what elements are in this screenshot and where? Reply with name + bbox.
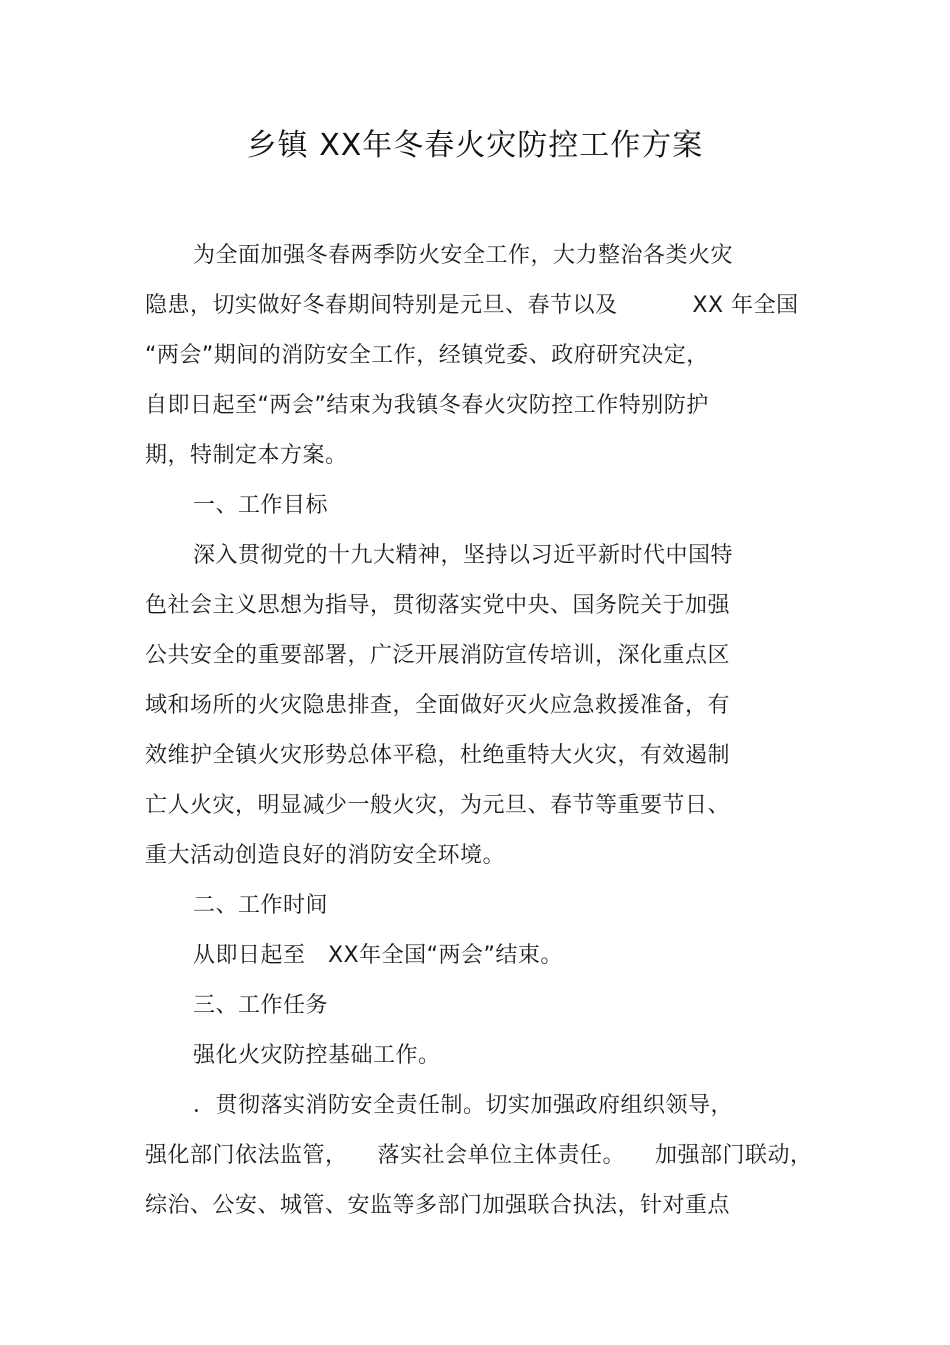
paragraph-line: 强化火灾防控基础工作。 [193, 1043, 441, 1068]
section-heading: 一、工作目标 [193, 493, 329, 518]
paragraph-line: 综治、公安、城管、安监等多部门加强联合执法，针对重点 [145, 1193, 731, 1218]
section-heading: 二、工作时间 [193, 893, 329, 918]
section-heading: 三、工作任务 [193, 993, 329, 1018]
paragraph-line: 自即日起至“两会”结束为我镇冬春火灾防控工作特别防护 [145, 393, 709, 418]
paragraph-line: 重大活动创造良好的消防安全环境。 [145, 843, 506, 868]
paragraph-line: 亡人火灾，明显减少一般火灾，为元旦、春节等重要节日、 [145, 793, 731, 818]
paragraph-line: 强化部门依法监管， 落实社会单位主体责任。 加强部门联动， [145, 1143, 813, 1168]
paragraph-line: 隐患，切实做好冬春期间特别是元旦、春节以及 XX 年全国 [145, 293, 799, 318]
paragraph-line: 从即日起至 XX年全国“两会”结束。 [193, 943, 563, 968]
document-title: 乡镇 XX年冬春火灾防控工作方案 [246, 128, 704, 163]
paragraph-line: 深入贯彻党的十九大精神，坚持以习近平新时代中国特 [193, 543, 734, 568]
paragraph-line: ．贯彻落实消防安全责任制。切实加强政府组织领导， [193, 1093, 734, 1118]
paragraph-line: 色社会主义思想为指导，贯彻落实党中央、国务院关于加强 [145, 593, 731, 618]
paragraph-line: 效维护全镇火灾形势总体平稳，杜绝重特大火灾，有效遏制 [145, 743, 731, 768]
paragraph-line: 域和场所的火灾隐患排查，全面做好灭火应急救援准备，有 [145, 693, 731, 718]
paragraph-line: 公共安全的重要部署，广泛开展消防宣传培训，深化重点区 [145, 643, 731, 668]
paragraph-line: “两会”期间的消防安全工作，经镇党委、政府研究决定， [145, 343, 709, 368]
paragraph-line: 期，特制定本方案。 [145, 443, 348, 468]
paragraph-line: 为全面加强冬春两季防火安全工作，大力整治各类火灾 [193, 243, 734, 268]
